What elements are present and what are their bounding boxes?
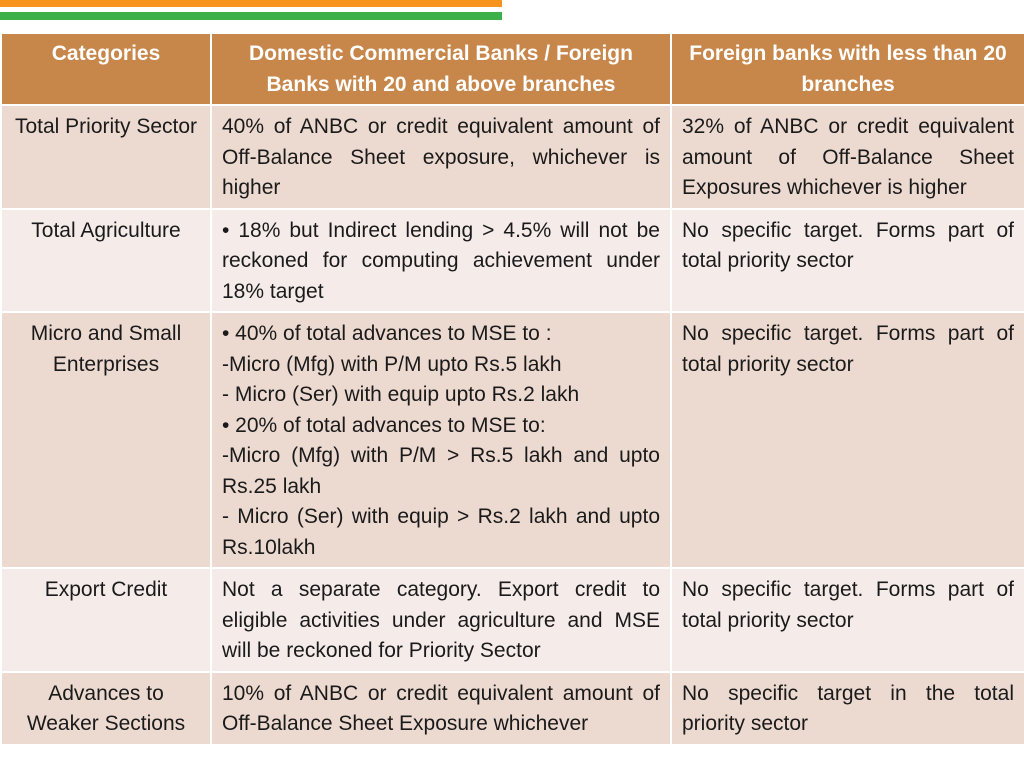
row-foreign-target: 32% of ANBC or credit equivalent amount of Off-Balance Sheet Exposures whichever is higher — [671, 105, 1024, 209]
row-domestic-target: Not a separate category. Export credit to eligible activities under agriculture and MSE will be reckoned for Priority Sector — [211, 568, 671, 672]
row-category: Total Priority Sector — [1, 105, 211, 209]
table-row — [1, 568, 1024, 672]
row-foreign-target: No specific target. Forms part of total priority sector — [671, 209, 1024, 313]
row-category: Micro and Small Enterprises — [1, 312, 211, 568]
table-row — [1, 105, 1024, 209]
row-category: Total Agriculture — [1, 209, 211, 313]
row-foreign-target: No specific target in the total priority sector — [671, 672, 1024, 745]
priority-sector-table — [0, 32, 1024, 746]
table-row — [1, 312, 1024, 568]
table-row — [1, 209, 1024, 313]
mse-target-line: - Micro (Ser) with equip upto Rs.2 lakh — [222, 383, 580, 406]
row-domestic-target: • 18% but Indirect lending > 4.5% will not be reckoned for computing achievement under 18% target — [211, 209, 671, 313]
mse-target-line: -Micro (Mfg) with P/M > Rs.5 lakh and upto Rs.25 lakh — [222, 444, 660, 498]
header-foreign-banks: Foreign banks with less than 20 branches — [671, 33, 1024, 105]
row-category: Export Credit — [1, 568, 211, 672]
header-row — [1, 33, 1024, 105]
row-domestic-target: 10% of ANBC or credit equivalent amount of Off-Balance Sheet Exposure whichever — [211, 672, 671, 745]
row-foreign-target: No specific target. Forms part of total priority sector — [671, 568, 1024, 672]
top-accent-stripe-green — [0, 12, 502, 20]
table-header — [1, 33, 1024, 105]
mse-target-line: • 40% of total advances to MSE to : — [222, 322, 552, 345]
row-domestic-target — [211, 312, 671, 568]
row-category: Advances to Weaker Sections — [1, 672, 211, 745]
row-foreign-target: No specific target. Forms part of total priority sector — [671, 312, 1024, 568]
table-row — [1, 672, 1024, 745]
header-categories: Categories — [1, 33, 211, 105]
header-domestic-banks: Domestic Commercial Banks / Foreign Banks with 20 and above branches — [211, 33, 671, 105]
mse-target-line: -Micro (Mfg) with P/M upto Rs.5 lakh — [222, 352, 562, 376]
top-accent-stripe-orange — [0, 0, 502, 7]
mse-target-line: • 20% of total advances to MSE to: — [222, 413, 546, 437]
mse-target-line: - Micro (Ser) with equip > Rs.2 lakh and upto Rs.10lakh — [222, 505, 660, 559]
row-domestic-target: 40% of ANBC or credit equivalent amount of Off-Balance Sheet exposure, whichever is higher — [211, 105, 671, 209]
